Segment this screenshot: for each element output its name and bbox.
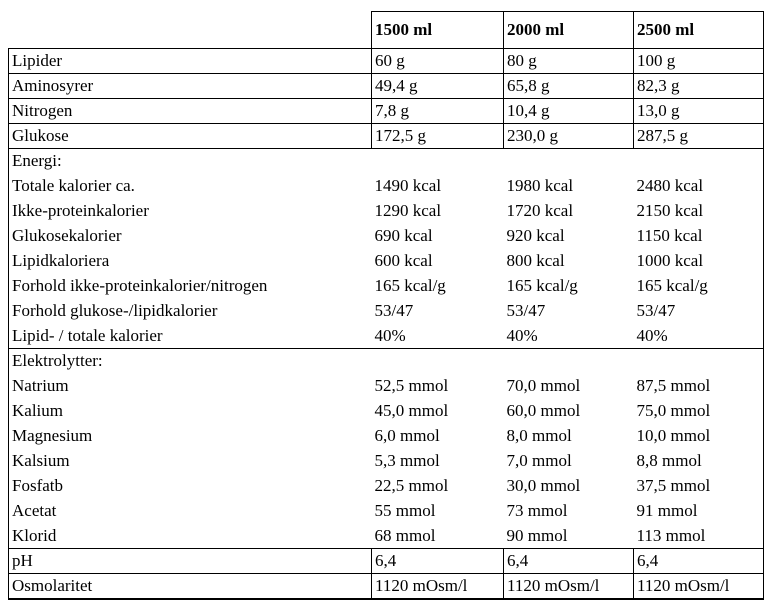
cell-value: 1980 kcal (506, 175, 574, 195)
cell-value (372, 149, 504, 174)
cell-value (504, 349, 634, 374)
cell-value: 22,5 mmol (374, 475, 449, 495)
cell-value: 172,5 g (372, 124, 504, 149)
cell-value: 10,4 g (504, 99, 634, 124)
cell-value: 87,5 mmol (634, 374, 764, 399)
cell-value: 6,4 (372, 549, 504, 574)
table-row (9, 524, 764, 549)
cell-value: 13,0 g (634, 99, 764, 124)
cell-value: 7,8 g (372, 99, 504, 124)
section-header-row (9, 149, 764, 174)
table-body (9, 49, 764, 599)
header-corner-cell (9, 12, 372, 49)
column-header-2000ml: 2000 ml (504, 12, 634, 49)
cell-value: 82,3 g (634, 74, 764, 99)
cell-value: 800 kcal (506, 250, 565, 270)
cell-value: 1120 mOsm/l (372, 574, 504, 599)
table-row (9, 99, 764, 124)
cell-value: 10,0 mmol (634, 424, 764, 449)
row-label: Osmolaritet (9, 574, 372, 599)
row-label: Nitrogen (9, 99, 372, 124)
table-row (9, 549, 764, 574)
cell-value: 65,8 g (504, 74, 634, 99)
row-label: Glukose (9, 124, 372, 149)
row-label: Forhold ikke-proteinkalorier/nitrogen (9, 274, 372, 299)
cell-value: 165 kcal/g (374, 275, 446, 295)
cell-value: 60,0 mmol (506, 400, 581, 420)
cell-value: 68 mmol (372, 524, 504, 549)
table-row (9, 499, 764, 524)
column-header-1500ml: 1500 ml (372, 12, 504, 49)
cell-value: 91 mmol (634, 499, 764, 524)
cell-value: 30,0 mmol (506, 475, 581, 495)
cell-value (504, 149, 634, 174)
cell-value: 1120 mOsm/l (634, 574, 764, 599)
row-label: Natrium (9, 374, 372, 399)
section-header-row (9, 349, 764, 374)
row-label: Klorid (9, 524, 372, 549)
row-label: Magnesium (9, 424, 372, 449)
cell-value: 2150 kcal (634, 199, 764, 224)
cell-value: 45,0 mmol (374, 400, 449, 420)
cell-value: 230,0 g (504, 124, 634, 149)
cell-value: 53/47 (634, 299, 764, 324)
cell-value: 8,0 mmol (506, 425, 572, 445)
cell-value: 49,4 g (372, 74, 504, 99)
table-row (9, 324, 764, 349)
section-label: Energi: (9, 149, 372, 174)
cell-value: 40% (372, 324, 504, 349)
cell-value: 60 g (372, 49, 504, 74)
row-label: Lipid- / totale kalorier (9, 324, 372, 349)
row-label: Kalium (9, 399, 372, 424)
cell-value (634, 149, 764, 174)
cell-value: 52,5 mmol (374, 375, 449, 395)
table-row (9, 474, 764, 499)
table-row (9, 124, 764, 149)
row-label: Glukosekalorier (9, 224, 372, 249)
cell-value: 1490 kcal (374, 175, 442, 195)
table-row (9, 49, 764, 74)
cell-value: 90 mmol (504, 524, 634, 549)
table-row (9, 399, 764, 424)
row-label: Acetat (9, 499, 372, 524)
cell-value: 165 kcal/g (634, 274, 764, 299)
row-label: Forhold glukose-/lipidkalorier (9, 299, 372, 324)
cell-value: 55 mmol (374, 500, 436, 520)
cell-value: 1000 kcal (634, 249, 764, 274)
cell-value: 53/47 (374, 300, 414, 320)
cell-value: 8,8 mmol (634, 449, 764, 474)
cell-value: 7,0 mmol (506, 450, 572, 470)
cell-value: 6,4 (504, 549, 634, 574)
section-label: Elektrolytter: (9, 349, 372, 374)
header-row (9, 12, 764, 49)
table-row (9, 199, 764, 224)
cell-value: 53/47 (506, 300, 546, 320)
table-row (9, 374, 764, 399)
column-header-2500ml: 2500 ml (634, 12, 764, 49)
table-row (9, 424, 764, 449)
row-label: Lipidkaloriera (9, 249, 372, 274)
table-row (9, 299, 764, 324)
table-row (9, 224, 764, 249)
cell-value: 287,5 g (634, 124, 764, 149)
cell-value: 73 mmol (506, 500, 568, 520)
cell-value: 100 g (634, 49, 764, 74)
cell-value: 6,0 mmol (374, 425, 440, 445)
table-row (9, 74, 764, 99)
cell-value: 600 kcal (374, 250, 433, 270)
cell-value: 690 kcal (374, 225, 433, 245)
table-row (9, 174, 764, 199)
row-label: Ikke-proteinkalorier (9, 199, 372, 224)
cell-value (634, 349, 764, 374)
row-label: Totale kalorier ca. (9, 174, 372, 199)
cell-value: 75,0 mmol (634, 399, 764, 424)
table-row (9, 449, 764, 474)
nutrition-composition-table (8, 11, 764, 600)
cell-value: 1720 kcal (506, 200, 574, 220)
cell-value: 113 mmol (634, 524, 764, 549)
cell-value: 40% (504, 324, 634, 349)
cell-value: 920 kcal (506, 225, 565, 245)
row-label: pH (9, 549, 372, 574)
cell-value: 37,5 mmol (634, 474, 764, 499)
cell-value: 80 g (504, 49, 634, 74)
cell-value: 40% (634, 324, 764, 349)
row-label: Kalsium (9, 449, 372, 474)
table-row (9, 249, 764, 274)
table-row (9, 574, 764, 599)
cell-value: 5,3 mmol (374, 450, 440, 470)
cell-value: 2480 kcal (634, 174, 764, 199)
row-label: Fosfatb (9, 474, 372, 499)
cell-value: 6,4 (634, 549, 764, 574)
cell-value: 1120 mOsm/l (504, 574, 634, 599)
cell-value: 165 kcal/g (506, 275, 578, 295)
cell-value: 70,0 mmol (506, 375, 581, 395)
cell-value: 1290 kcal (374, 200, 442, 220)
row-label: Aminosyrer (9, 74, 372, 99)
table-row (9, 274, 764, 299)
cell-value: 1150 kcal (634, 224, 764, 249)
cell-value (372, 349, 504, 374)
row-label: Lipider (9, 49, 372, 74)
